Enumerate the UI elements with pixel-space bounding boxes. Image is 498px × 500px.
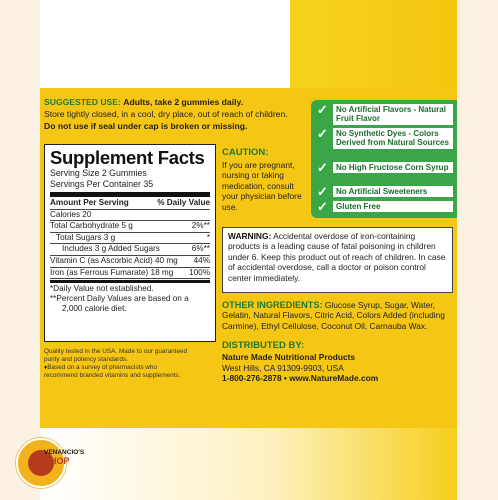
facts-row-label: Total Sugars 3 g [56, 232, 116, 242]
facts-row-label: Iron (as Ferrous Fumarate) 18 mg [50, 267, 174, 277]
suggested-use [44, 96, 306, 133]
other-ingredients [222, 300, 454, 331]
facts-divider-thick [50, 192, 210, 197]
check-icon: ✓ [317, 184, 328, 199]
storage-instructions: Store tightly closed, in a cool, dry place, out of reach of children. [44, 109, 288, 120]
distributor-company: Nature Made Nutritional Products [222, 352, 356, 363]
supplement-facts-title: Supplement Facts [50, 147, 205, 168]
facts-row-value: * [206, 232, 210, 242]
warning-text: Accidental overdose of iron-containing products is a leading cause of fatal poisoning in children under 6. Keep this product out of reach of children. In case of accidental overdose, call a doctor or poison control center immediately. [228, 231, 446, 283]
footnote-calorie: 2,000 calorie diet. [62, 304, 127, 314]
background-left [0, 0, 40, 500]
servings-per-container: Servings Per Container 35 [50, 179, 154, 189]
quality-line: recommend branded vitamins and supplements. [44, 372, 181, 379]
product-claims [311, 100, 457, 218]
seal-notice: Do not use if seal under cap is broken or missing. [44, 121, 248, 132]
distributor-block [222, 341, 454, 384]
suggested-use-dose: Adults, take 2 gummies daily. [123, 97, 243, 107]
facts-row-value: 44% [193, 255, 210, 265]
claim-text: No Artificial Sweeteners [333, 186, 453, 197]
facts-row [50, 221, 210, 233]
claim-text: Gluten Free [333, 201, 453, 212]
facts-header-dv: % Daily Value [157, 198, 210, 207]
claim-item [317, 201, 453, 213]
caution-block [222, 148, 312, 213]
facts-row [50, 268, 210, 280]
quality-statement [44, 348, 216, 380]
facts-row-label: Vitamin C (as Ascorbic Acid) 40 mg [50, 255, 178, 265]
quality-line: ♦Based on a survey of pharmacists who [44, 364, 158, 371]
caution-label: CAUTION: [222, 147, 269, 158]
quality-line: Quality tested in the USA. Made to our guaranteed [44, 348, 188, 355]
distributor-address: West Hills, CA 91309-9903, USA [222, 362, 344, 373]
background-top-yellow [290, 0, 457, 88]
facts-row-label: Total Carbohydrate 5 g [50, 221, 133, 231]
claim-text: No Artificial Flavors - Natural Fruit Flavor [333, 104, 453, 125]
claim-text: No High Fructose Corn Syrup [333, 162, 453, 173]
check-icon: ✓ [317, 160, 328, 175]
distributor-contact: 1-800-276-2878 • www.NatureMade.com [222, 373, 379, 384]
facts-divider-thin [50, 280, 210, 283]
shop-watermark [44, 449, 84, 465]
facts-row-label: Includes 3 g Added Sugars [62, 244, 160, 254]
facts-row [50, 210, 210, 222]
check-icon: ✓ [317, 199, 328, 214]
claim-item [317, 186, 453, 198]
background-bottom [40, 428, 457, 500]
shop-name: VENANCIO'S [44, 449, 85, 456]
facts-header-row [50, 198, 210, 210]
warning-box [222, 227, 453, 293]
shop-word: SHOP [44, 456, 70, 466]
facts-row [50, 256, 210, 268]
background-right [457, 0, 498, 500]
other-ingredients-text: Glucose Syrup, Sugar, Water, Gelatin, Natural Flavors, Citric Acid, Colors Added (including Carmine), Ethyl Cellulose, Coconut Oil, Carnauba Wax. [222, 300, 445, 331]
facts-header-amount: Amount Per Serving [50, 198, 129, 207]
other-ingredients-label: OTHER INGREDIENTS: [222, 300, 323, 310]
supplement-facts-panel [44, 144, 216, 342]
facts-row [50, 244, 210, 256]
claim-item [317, 128, 453, 149]
footnote-percent: **Percent Daily Values are based on a [50, 294, 189, 304]
claim-item [317, 104, 453, 125]
claim-item [317, 162, 453, 174]
quality-line: purity and potency standards. [44, 356, 128, 363]
check-icon: ✓ [317, 126, 328, 141]
serving-size: Serving Size 2 Gummies [50, 168, 147, 178]
facts-row-value: 6%** [191, 244, 210, 254]
distributor-label: DISTRIBUTED BY: [222, 340, 305, 351]
facts-row-label: Calories 20 [50, 209, 92, 219]
caution-text: If you are pregnant, nursing or taking medication, consult your physician before use. [222, 159, 302, 212]
footnote-dv: *Daily Value not established. [50, 284, 154, 294]
check-icon: ✓ [317, 102, 328, 117]
warning-label: WARNING: [228, 231, 272, 241]
facts-row [50, 233, 210, 245]
claim-text: No Synthetic Dyes - Colors Derived from Natural Sources [333, 128, 453, 149]
facts-row-value: 100% [189, 267, 210, 277]
suggested-use-label: SUGGESTED USE: [44, 97, 121, 107]
background-top-white [40, 0, 290, 88]
facts-row-value: 2%** [191, 221, 210, 231]
